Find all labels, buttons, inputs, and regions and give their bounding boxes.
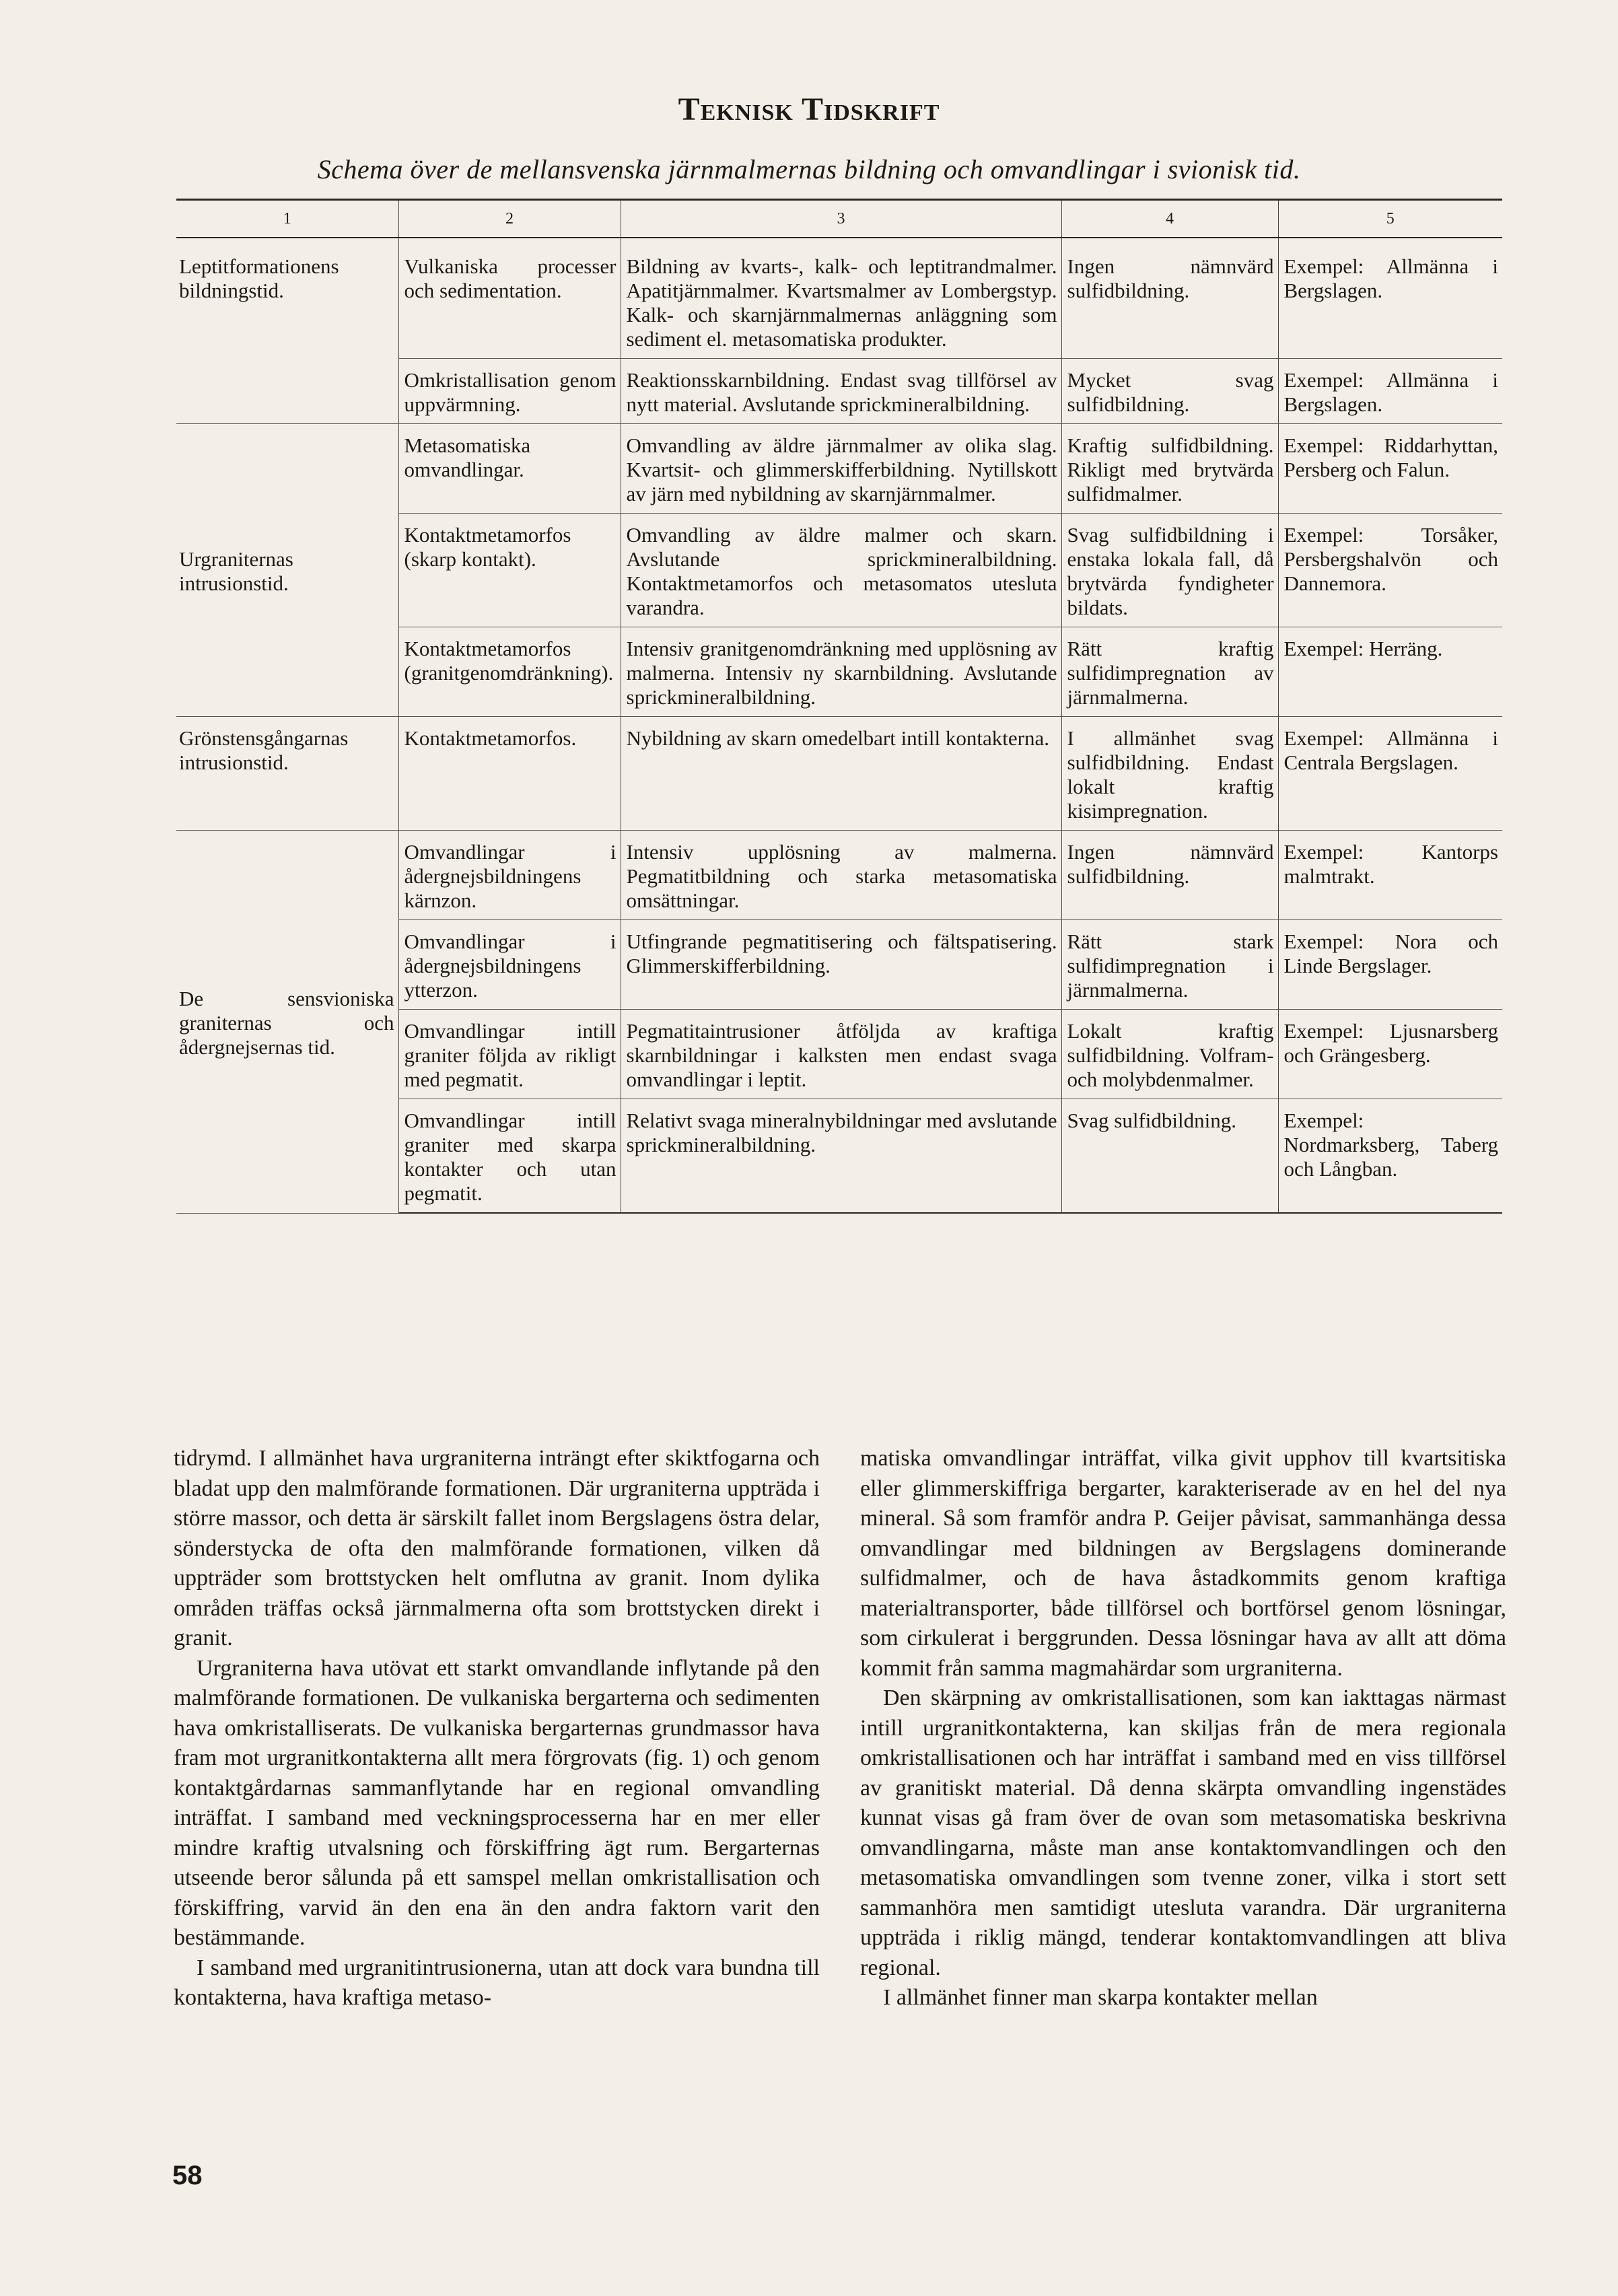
sulfide-cell: Mycket svag sulfidbildning. xyxy=(1061,359,1278,424)
example-cell: Exempel: Allmänna i Bergslagen. xyxy=(1278,238,1502,359)
paragraph: Den skärpning av omkristallisationen, som kan iakttagas närmast intill urgranitkontakterna, kan skiljas från de mera regionala omkristallisationen och har inträffat i samband med en viss tillförsel av granitiskt material. Då denna skärpta omvandling ingenstädes kunnat visas gå fram över de ovan som metasomatiska beskrivna omvandlingarna, måste man anse kontaktomvandlingen och den metasomatiska omvandlingen som tvenne zoner, vilka i stort sett sammanhöra men samtidigt utesluta varandra. Där urgraniterna uppträda i riklig mängd, tenderar kontaktomvandlingen att bliva regional. xyxy=(860,1685,1506,1980)
paragraph: tidrymd. I allmänhet hava urgraniterna inträngt efter skiktfogarna och bladat upp den malmförande formationen. Där urgraniterna uppträda i större massor, och detta är särskilt fallet inom Bergslagens östra delar, sönderstycka de ofta den malmförande formationen, vilken då uppträder som brottstycken helt omflutna av granit. Inom dylika områden träffas också järnmalmerna ofta som brottstycken direkt i granit. xyxy=(174,1446,820,1650)
process-cell: Omvandlingar i ådergnejsbildningens kärnzon. xyxy=(398,831,621,920)
formation-schema-table xyxy=(176,199,1502,1214)
description-cell: Intensiv upplösning av malmerna. Pegmatitbildning och starka metasomatiska omsättningar. xyxy=(621,831,1061,920)
description-cell: Nybildning av skarn omedelbart intill kontakterna. xyxy=(621,717,1061,831)
process-cell: Kontaktmetamorfos. xyxy=(398,717,621,831)
sulfide-cell: Svag sulfidbildning i enstaka lokala fall, då brytvärda fyndigheter bildats. xyxy=(1061,514,1278,627)
process-cell: Kontaktmetamorfos (skarp kontakt). xyxy=(398,514,621,627)
column-header: 4 xyxy=(1061,200,1278,238)
example-cell: Exempel: Riddarhyttan, Persberg och Falun. xyxy=(1278,424,1502,514)
body-column-right xyxy=(860,1444,1506,2013)
period-cell: Leptitformationens bildningstid. xyxy=(176,238,398,424)
column-header: 1 xyxy=(176,200,398,238)
example-cell: Exempel: Kantorps malmtrakt. xyxy=(1278,831,1502,920)
description-cell: Omvandling av äldre malmer och skarn. Avslutande sprickmineralbildning. Kontaktmetamorfos och metasomatos utesluta varandra. xyxy=(621,514,1061,627)
table-row xyxy=(176,238,1502,359)
paragraph: matiska omvandlingar inträffat, vilka givit upphov till kvartsitiska eller glimmerskiffriga bergarter, karakteriserade av en hel del nya mineral. Så som framför andra P. Geijer påvisat, sammanhänga dessa omvandlingar med bildningen av Bergslagens dominerande sulfidmalmer, och de hava åstadkommits genom kraftiga materialtransporter, både tillförsel och bortförsel genom lösningar, som cirkulerat i berggrunden. Dessa lösningar hava av allt att döma kommit från samma magmahärdar som urgraniterna. xyxy=(860,1446,1506,1681)
sulfide-cell: Ingen nämnvärd sulfidbildning. xyxy=(1061,831,1278,920)
column-header: 2 xyxy=(398,200,621,238)
sulfide-cell: Svag sulfidbildning. xyxy=(1061,1099,1278,1214)
example-cell: Exempel: Allmänna i Centrala Bergslagen. xyxy=(1278,717,1502,831)
paragraph: I samband med urgranitintrusionerna, utan att dock vara bundna till kontakterna, hava kraftiga metaso- xyxy=(174,1955,820,2010)
body-column-left xyxy=(174,1444,820,2013)
period-cell: Grönstensgångarnas intrusionstid. xyxy=(176,717,398,831)
table-header-row xyxy=(176,200,1502,238)
sulfide-cell: Lokalt kraftig sulfidbildning. Volfram- och molybdenmalmer. xyxy=(1061,1010,1278,1099)
description-cell: Utfingrande pegmatitisering och fältspatisering. Glimmerskifferbildning. xyxy=(621,920,1061,1010)
column-header: 3 xyxy=(621,200,1061,238)
table-row xyxy=(176,717,1502,831)
description-cell: Omvandling av äldre järnmalmer av olika slag. Kvartsit- och glimmerskifferbildning. Nytillskott av järn med nybildning av skarnjärnmalmer. xyxy=(621,424,1061,514)
period-cell: Urgraniternas intrusionstid. xyxy=(176,424,398,717)
example-cell: Exempel: Ljusnarsberg och Grängesberg. xyxy=(1278,1010,1502,1099)
process-cell: Omvandlingar intill graniter följda av rikligt med pegmatit. xyxy=(398,1010,621,1099)
description-cell: Bildning av kvarts-, kalk- och leptitrandmalmer. Apatitjärnmalmer. Kvartsmalmer av Lombergstyp. Kalk- och skarnjärnmalmernas anläggning som sediment el. metasomatiska produkter. xyxy=(621,238,1061,359)
paragraph: I allmänhet finner man skarpa kontakter mellan xyxy=(883,1985,1318,2010)
example-cell: Exempel: Allmänna i Bergslagen. xyxy=(1278,359,1502,424)
description-cell: Intensiv granitgenomdränkning med upplösning av malmerna. Intensiv ny skarnbildning. Avslutande sprickmineralbildning. xyxy=(621,627,1061,717)
sulfide-cell: Ingen nämnvärd sulfidbildning. xyxy=(1061,238,1278,359)
process-cell: Omvandlingar i ådergnejsbildningens ytterzon. xyxy=(398,920,621,1010)
page-number: 58 xyxy=(172,2161,203,2190)
process-cell: Omkristallisation genom uppvärmning. xyxy=(398,359,621,424)
process-cell: Kontaktmetamorfos (granitgenomdränkning). xyxy=(398,627,621,717)
process-cell: Vulkaniska processer och sedimentation. xyxy=(398,238,621,359)
sulfide-cell: I allmänhet svag sulfidbildning. Endast lokalt kraftig kisimpregnation. xyxy=(1061,717,1278,831)
process-cell: Metasomatiska omvandlingar. xyxy=(398,424,621,514)
sulfide-cell: Kraftig sulfidbildning. Rikligt med brytvärda sulfidmalmer. xyxy=(1061,424,1278,514)
example-cell: Exempel: Nora och Linde Bergslager. xyxy=(1278,920,1502,1010)
table-row xyxy=(176,831,1502,920)
period-cell: De sensvioniska graniternas och ådergnejsernas tid. xyxy=(176,831,398,1214)
example-cell: Exempel: Herräng. xyxy=(1278,627,1502,717)
table-caption: Schema över de mellansvenska järnmalmernas bildning och omvandlingar i svionisk tid. xyxy=(317,154,1301,184)
description-cell: Relativt svaga mineralnybildningar med avslutande sprickmineralbildning. xyxy=(621,1099,1061,1214)
journal-masthead: Teknisk Tidskrift xyxy=(678,92,940,127)
sulfide-cell: Rätt kraftig sulfidimpregnation av järnmalmerna. xyxy=(1061,627,1278,717)
column-header: 5 xyxy=(1278,200,1502,238)
table-row xyxy=(176,424,1502,514)
example-cell: Exempel: Torsåker, Persbergshalvön och Dannemora. xyxy=(1278,514,1502,627)
description-cell: Pegmatitaintrusioner åtföljda av kraftiga skarnbildningar i kalksten men endast svaga omvandlingar i leptit. xyxy=(621,1010,1061,1099)
example-cell: Exempel: Nordmarksberg, Taberg och Långban. xyxy=(1278,1099,1502,1214)
description-cell: Reaktionsskarnbildning. Endast svag tillförsel av nytt material. Avslutande sprickmineralbildning. xyxy=(621,359,1061,424)
sulfide-cell: Rätt stark sulfidimpregnation i järnmalmerna. xyxy=(1061,920,1278,1010)
paragraph: Urgraniterna hava utövat ett starkt omvandlande inflytande på den malmförande formationen. De vulkaniska bergarterna och sedimenten hava omkristalliserats. De vulkaniska bergarternas grundmassor hava fram mot urgranitkontakterna allt mera förgrovats (fig. 1) och genom kontaktgårdarnas sammanflytande har en regional omvandling inträffat. I samband med veckningsprocesserna har en mer eller mindre kraftig utvalsning och förskiffring ägt rum. Bergarternas utseende beror sålunda på ett samspel mellan omkristallisation och förskiffring, varvid än den ena än den andra faktorn varit den bestämmande. xyxy=(174,1655,820,1950)
process-cell: Omvandlingar intill graniter med skarpa kontakter och utan pegmatit. xyxy=(398,1099,621,1214)
